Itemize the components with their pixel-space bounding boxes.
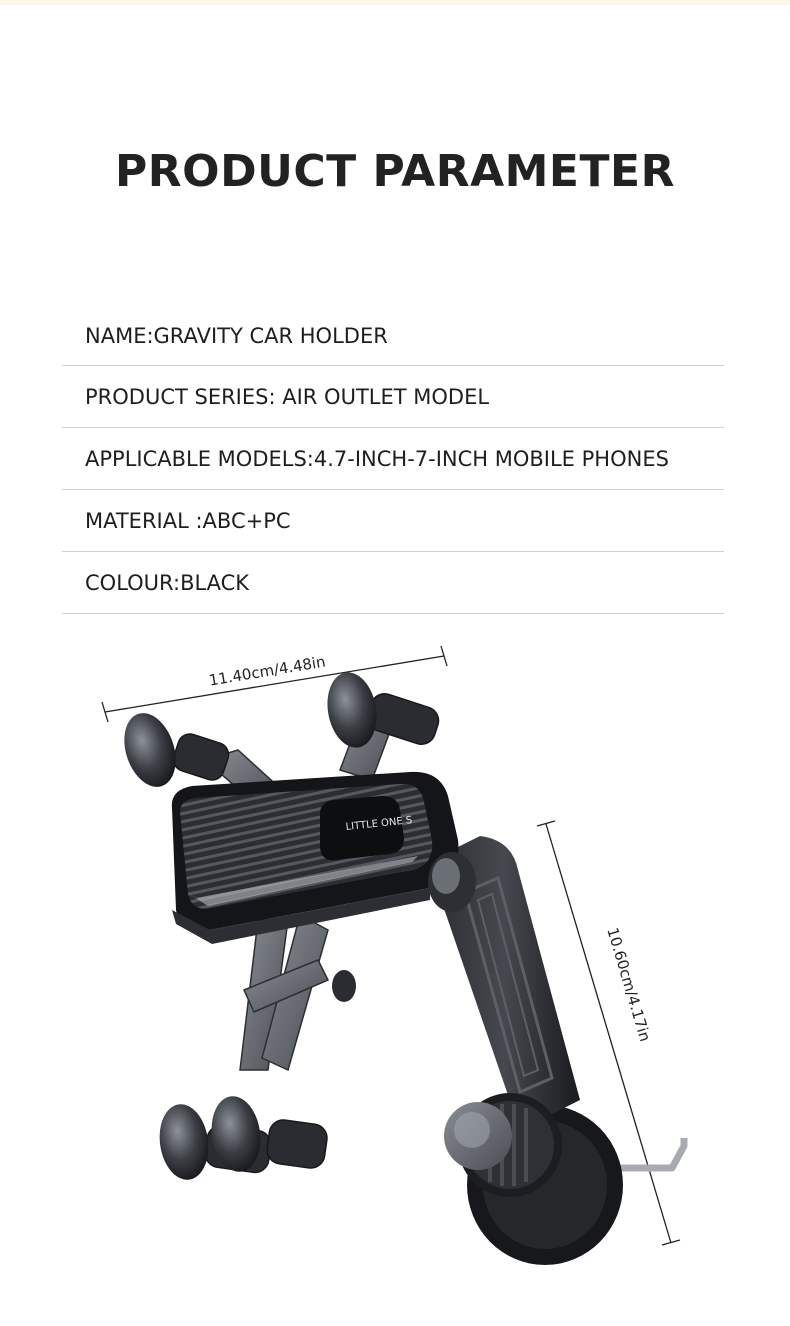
page-title: PRODUCT PARAMETER bbox=[115, 146, 675, 197]
holder-body bbox=[172, 772, 459, 944]
width-label: 11.40cm/4.48in bbox=[207, 652, 327, 690]
brand-text: LITTLE ONE S bbox=[345, 815, 413, 833]
product-illustration bbox=[0, 630, 790, 1326]
height-label: 10.60cm/4.17in bbox=[603, 925, 655, 1044]
param-series: PRODUCT SERIES: AIR OUTLET MODEL bbox=[62, 366, 724, 428]
param-colour: COLOUR:BLACK bbox=[62, 552, 724, 614]
param-name: NAME:GRAVITY CAR HOLDER bbox=[62, 306, 724, 366]
top-strip bbox=[0, 0, 790, 5]
parameter-list bbox=[62, 306, 724, 614]
lower-legs bbox=[240, 915, 328, 1070]
param-material: MATERIAL :ABC+PC bbox=[62, 490, 724, 552]
adjust-knob-icon bbox=[444, 1093, 562, 1197]
param-models: APPLICABLE MODELS:4.7-INCH-7-INCH MOBILE PHONES bbox=[62, 428, 724, 490]
